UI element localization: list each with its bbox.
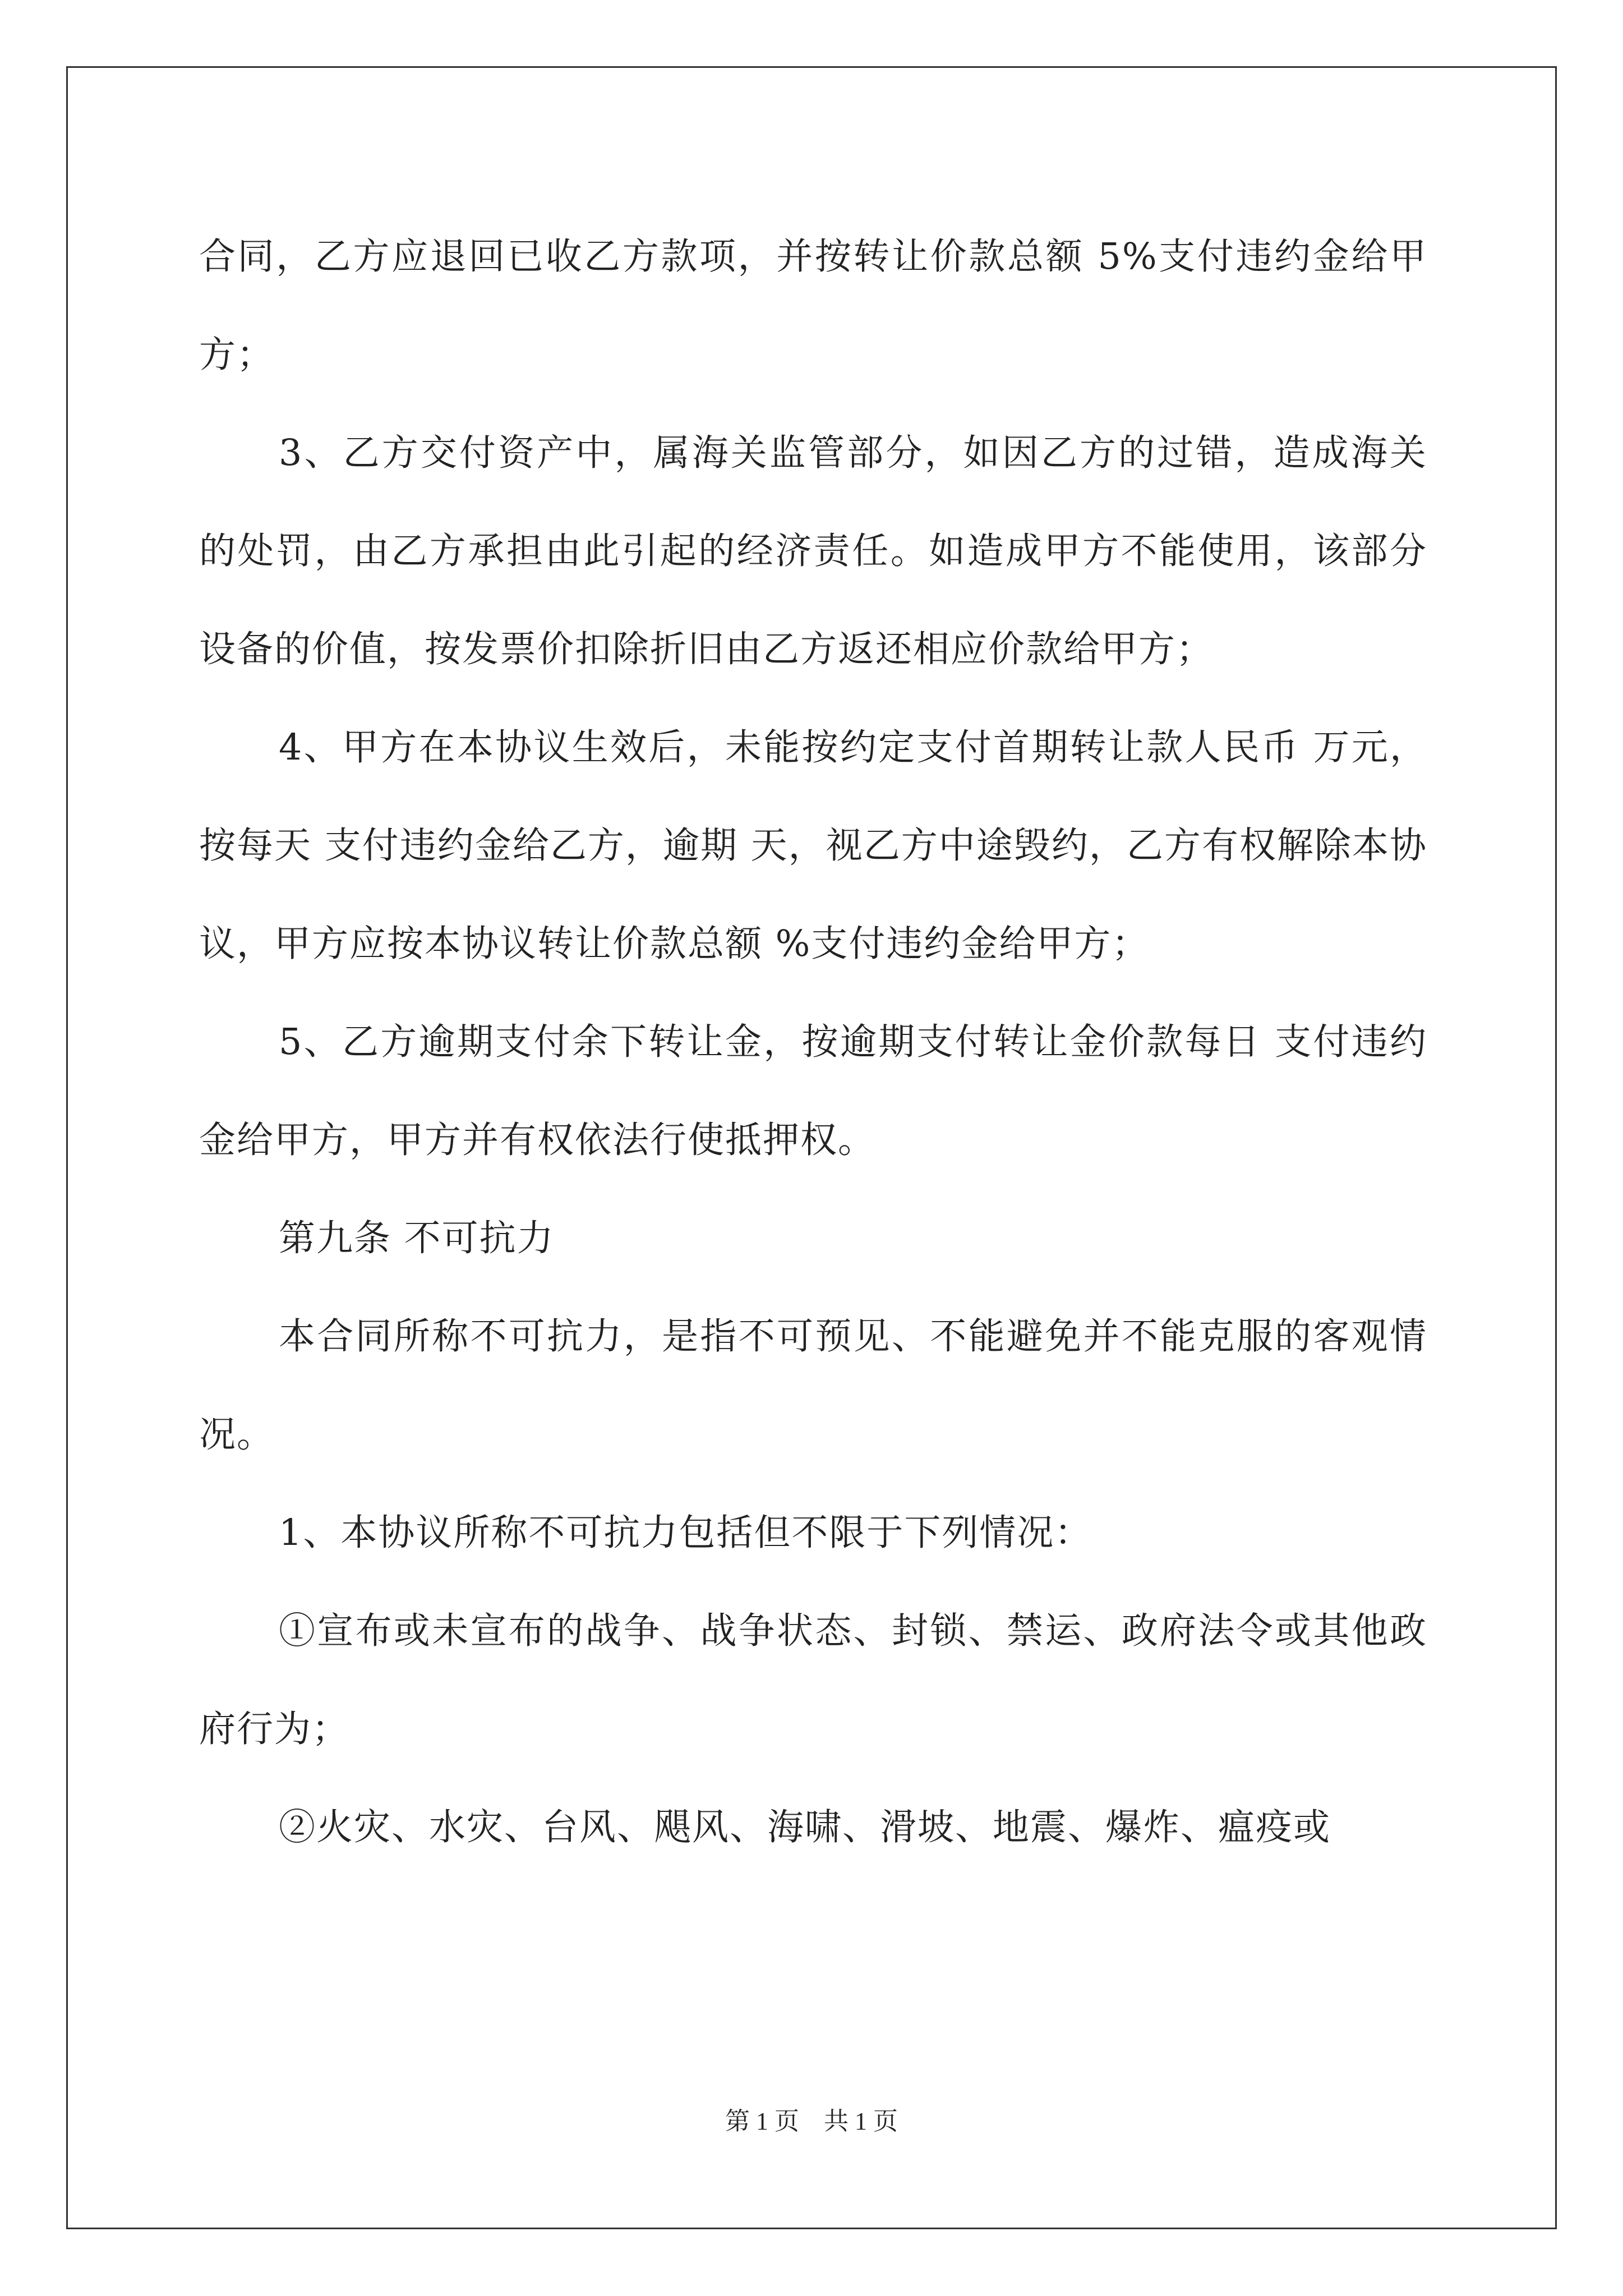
paragraph-force-majeure-scope: 1、本协议所称不可抗力包括但不限于下列情况： [279,1512,1092,1554]
list-item-1: ①宣布或未宣布的战争、战争状态、封锁、禁运、政府法令或其他政府行为； [199,1610,1427,1750]
page-number-footer: 第 1 页 共 1 页 [725,2108,898,2135]
paragraph-clause-5: 5、乙方逾期支付余下转让金，按逾期支付转让金价款每日 支付违约金给甲方，甲方并有权依法行使抵押权。 [199,1021,1427,1161]
paragraph-clause-4: 4、甲方在本协议生效后，未能按约定支付首期转让款人民币 万元，按每天 支付违约金给乙方，逾期 天，视乙方中途毁约，乙方有权解除本协议，甲方应按本协议转让价款总额 %支付违约金给甲方； [199,726,1427,965]
section-heading-article-9: 第九条 不可抗力 [279,1217,555,1259]
paragraph-clause-3: 3、乙方交付资产中，属海关监管部分，如因乙方的过错，造成海关的处罚，由乙方承担由此引起的经济责任。如造成甲方不能使用，该部分设备的价值，按发票价扣除折旧由乙方返还相应价款给甲方； [199,432,1427,670]
list-item-2: ②火灾、水灾、台风、飓风、海啸、滑坡、地震、爆炸、瘟疫或 [279,1806,1331,1848]
paragraph-force-majeure-definition: 本合同所称不可抗力，是指不可预见、不能避免并不能克服的客观情况。 [199,1315,1427,1456]
paragraph-continuation: 合同，乙方应退回已收乙方款项，并按转让价款总额 5%支付违约金给甲方； [199,236,1427,376]
document-body [199,208,1427,1876]
